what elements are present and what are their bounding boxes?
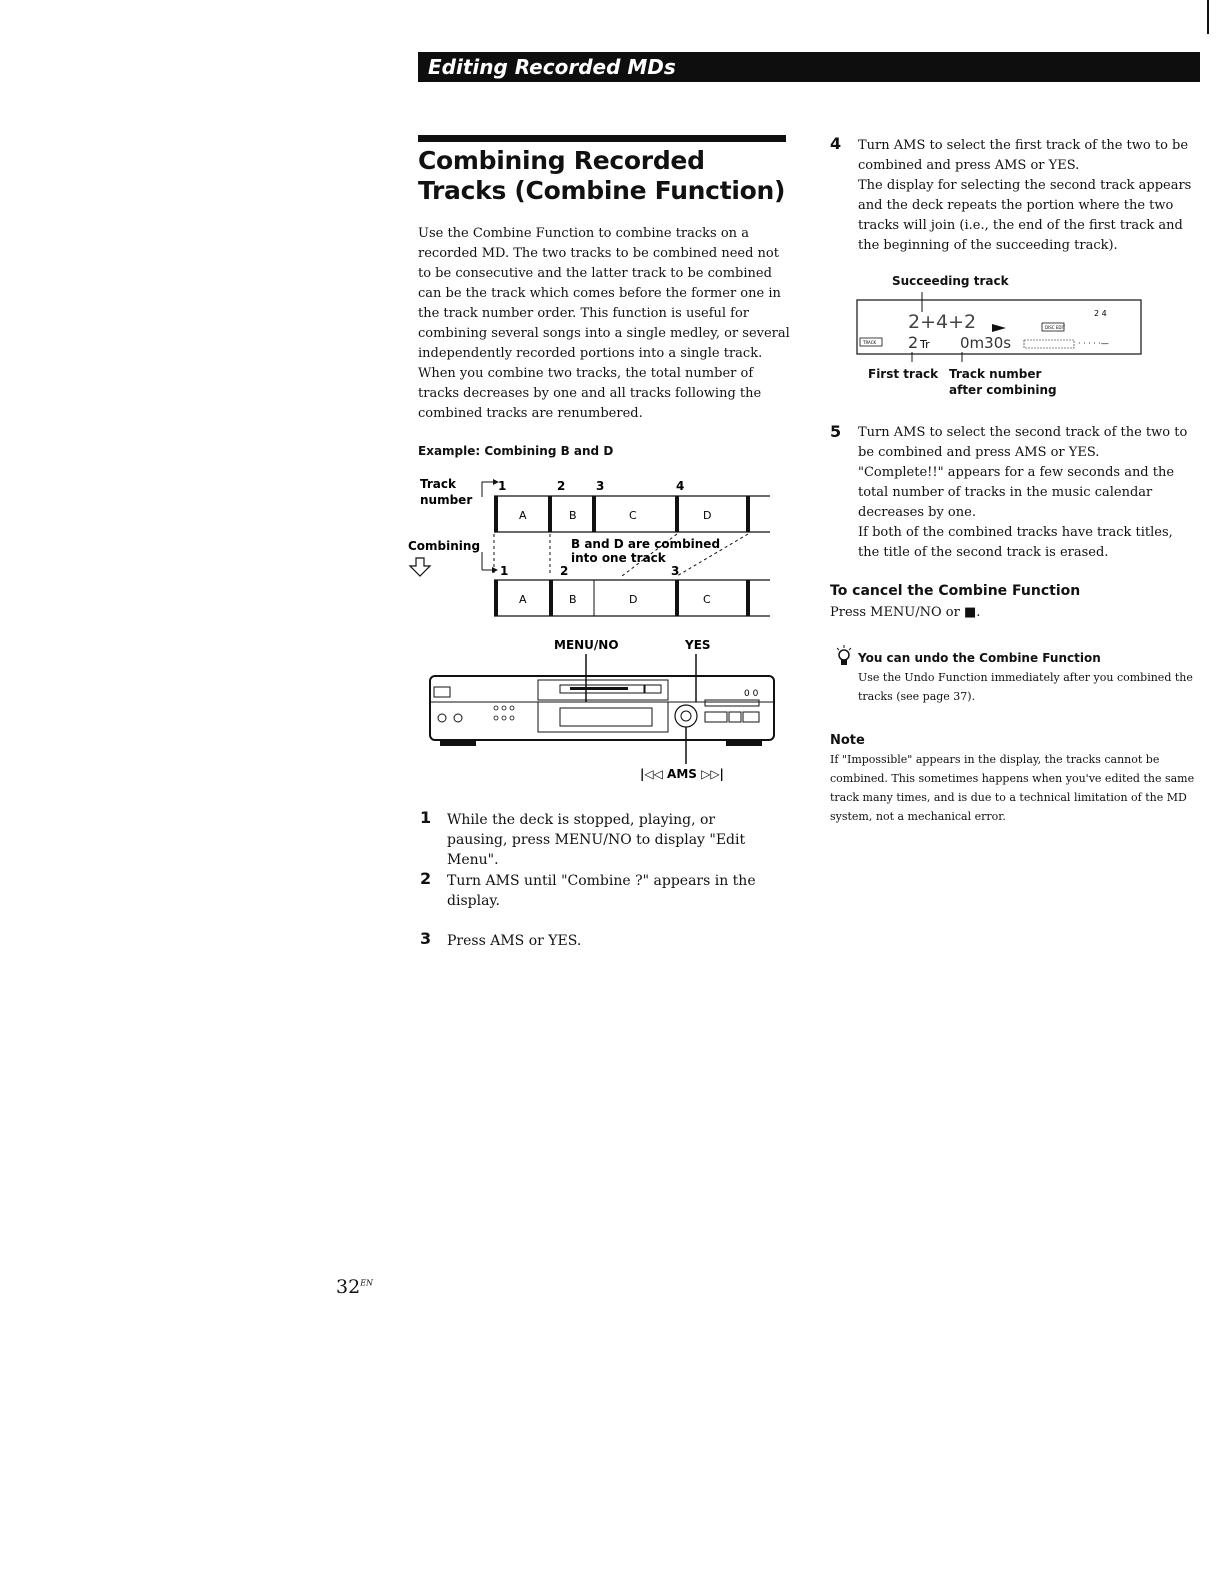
combined-note-2: into one track — [571, 551, 666, 565]
tip-heading: You can undo the Combine Function — [858, 651, 1101, 665]
bottom-num-2: 2 — [560, 564, 569, 578]
note-heading: Note — [830, 733, 865, 748]
combined-note-1: B and D are combined — [571, 537, 721, 551]
example-heading: Example: Combining B and D — [418, 444, 614, 458]
svg-text:DISC EDIT: DISC EDIT — [1045, 325, 1066, 330]
step-5-text-2: "Complete!!" appears for a few seconds and the total number of tracks in the music calendar decreases by one. — [858, 465, 1175, 520]
track-label-leader — [482, 482, 493, 497]
ams-knob-icon — [675, 705, 697, 727]
step-5-text-3: If both of the combined tracks have track titles, the title of the second track is erased. — [858, 525, 1173, 560]
lightbulb-tip-icon — [834, 644, 854, 668]
step-5-text-1: Turn AMS to select the second track of the two to be combined and press AMS or YES. — [858, 425, 1188, 460]
step-4-text-2: The display for selecting the second track appears and the deck repeats the portion where the two tracks will join (i.e., the end of the first track and the beginning of the succeeding track). — [858, 178, 1192, 253]
lcd-corner-nums: 2 4 — [1094, 309, 1107, 318]
step-3-text: Press AMS or YES. — [447, 933, 582, 949]
top-num-2: 2 — [557, 479, 566, 493]
page-number: $32^{EN}$ — [336, 1276, 374, 1298]
combining-label: Combining — [408, 539, 481, 553]
step-1-text: While the deck is stopped, playing, or pausing, press MENU/NO to display "Edit Menu". — [447, 812, 746, 868]
step-4-text-1: Turn AMS to select the first track of the two to be combined and press AMS or YES. — [858, 138, 1189, 173]
step-2-number: 2 — [420, 869, 432, 888]
yes-label: YES — [685, 638, 711, 652]
track-number-after-label-1: Track number — [949, 367, 1042, 381]
top-num-3: 3 — [596, 479, 605, 493]
track-number-label-1: Track — [420, 477, 456, 491]
lcd-main-text: 2+4+2 — [908, 311, 977, 333]
play-icon — [992, 324, 1006, 332]
ams-label: |◁◁ AMS ▷▷| — [640, 767, 724, 781]
down-arrow-icon — [410, 558, 430, 576]
lcd-tr-text: Tr — [920, 338, 930, 351]
note-body: If "Impossible" appears in the display, the tracks cannot be combined. This sometimes happens when you've edited the same track many times, and is due to a technical limitation of the MD system, not a mechanical error. — [830, 753, 1195, 823]
cancel-body: Press MENU/NO or ■. — [830, 605, 981, 620]
bottom-track-b: B — [569, 593, 577, 606]
lcd-time-text: 0m30s — [960, 334, 1012, 352]
section-title: Editing Recorded MDs — [428, 55, 676, 79]
cancel-heading: To cancel the Combine Function — [830, 583, 1081, 599]
binding-mark — [1207, 0, 1209, 34]
lcd-display — [856, 292, 1146, 362]
svg-text:· · · · ·—: · · · · ·— — [1078, 339, 1109, 348]
top-track-b: B — [569, 509, 577, 522]
top-num-4: 4 — [676, 479, 685, 493]
track-number-after-label-2: after combining — [949, 383, 1057, 397]
combine-diagram — [400, 470, 780, 620]
top-track-a: A — [519, 509, 527, 522]
svg-text:0 0: 0 0 — [744, 689, 759, 699]
md-deck-illustration — [420, 632, 790, 784]
bottom-num-3: 3 — [671, 564, 680, 578]
step-1-number: 1 — [420, 808, 432, 827]
menu-no-label: MENU/NO — [554, 638, 619, 652]
top-track-d: D — [703, 509, 712, 522]
track-number-label-2: number — [420, 493, 473, 507]
bottom-track-d: D — [629, 593, 638, 606]
step-3-number: 3 — [420, 929, 432, 948]
svg-text:TRACK: TRACK — [863, 340, 877, 345]
bottom-track-c: C — [703, 593, 711, 606]
succeeding-track-label: Succeeding track — [892, 274, 1009, 288]
first-track-label: First track — [868, 367, 939, 381]
top-num-1: 1 — [498, 479, 507, 493]
step-2-text: Turn AMS until "Combine ?" appears in the display. — [447, 873, 756, 909]
step-5-number: 5 — [830, 422, 842, 441]
bottom-num-1: 1 — [500, 564, 509, 578]
title-rule — [418, 135, 786, 142]
bottom-track-a: A — [519, 593, 527, 606]
page-title: Combining Recorded Tracks (Combine Function) — [418, 146, 786, 205]
step-4-number: 4 — [830, 134, 842, 153]
intro-paragraph: Use the Combine Function to combine tracks on a recorded MD. The two tracks to be combined need not to be consecutive and the latter track to be combined can be the track which comes before the former one in the track number order. This function is useful for combining several songs into a single medley, or several independently recorded portions into a single track. When you combine two tracks, the total number of tracks decreases by one and all tracks following the combined tracks are renumbered. — [418, 226, 790, 421]
tip-body: Use the Undo Function immediately after you combined the tracks (see page 37). — [858, 671, 1193, 703]
top-track-c: C — [629, 509, 637, 522]
lcd-first-num: 2 — [908, 333, 919, 352]
